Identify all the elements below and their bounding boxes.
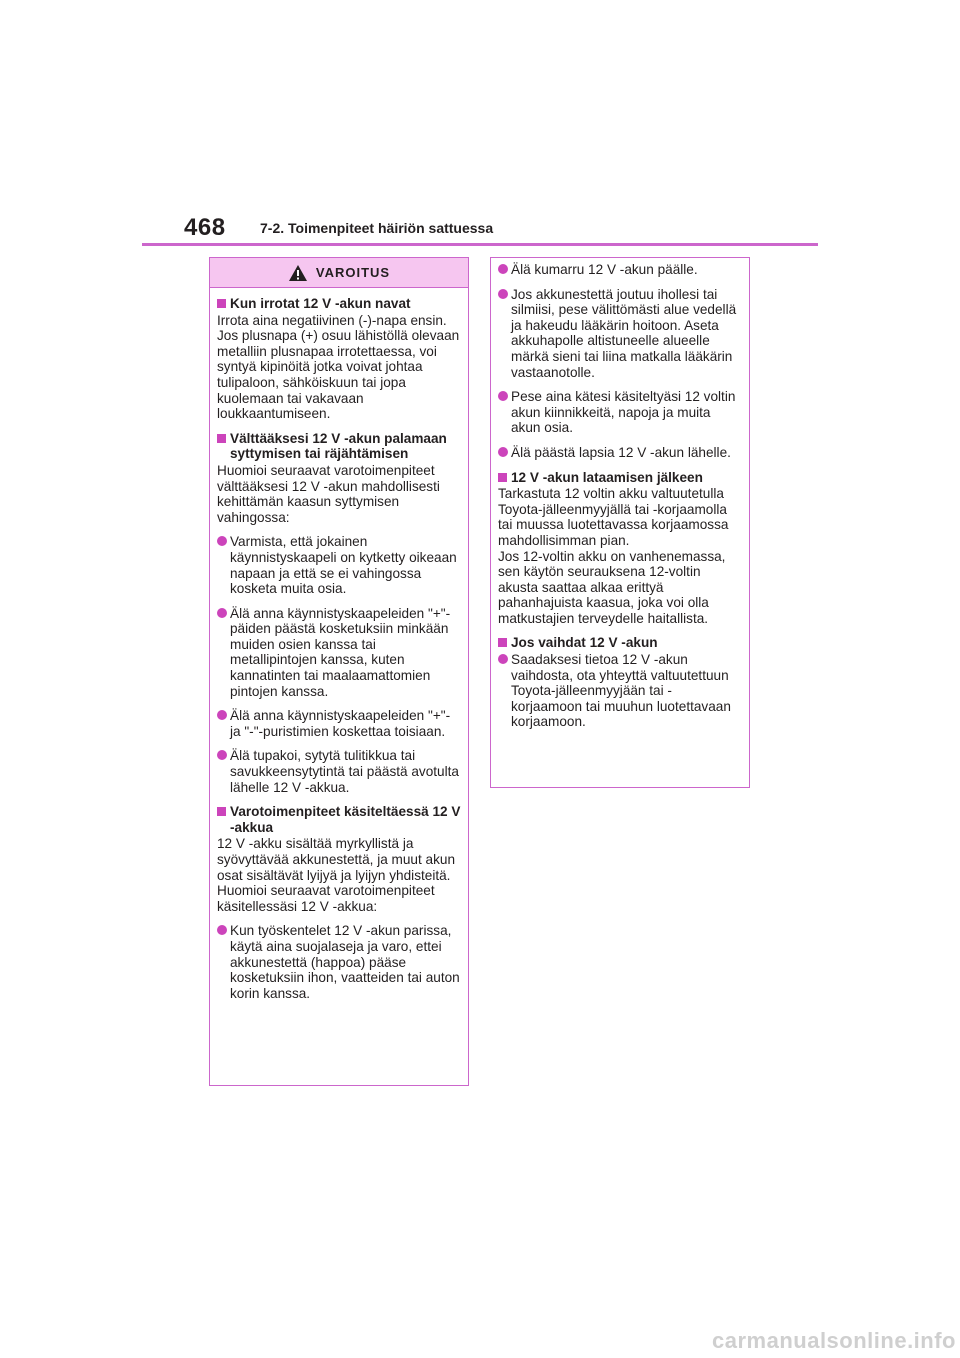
circle-bullet-icon	[217, 710, 227, 720]
page-number: 468	[184, 214, 226, 241]
heading-fire-prevention: Välttääksesi 12 V -akun palamaan syttymisen tai räjähtämisen	[217, 431, 461, 462]
header-rule	[142, 243, 818, 246]
warning-box-right	[490, 257, 750, 788]
paragraph: Huomioi seuraavat varotoimenpiteet välttääksesi 12 V -akun mahdollisesti kehittämän kaasun syttymisen vahingossa:	[217, 462, 440, 525]
paragraph: Tarkastuta 12 voltin akku valtuutetulla Toyota-jälleenmyyjällä tai -korjaamolla tai muussa luotettavassa korjaamossa mahdollisimman pian.	[498, 486, 729, 548]
list-item: Älä tupakoi, sytytä tulitikkua tai savukkeensytytintä tai päästä avotulta lähelle 12 V -akkua.	[217, 748, 461, 795]
section-title: 7-2. Toimenpiteet häiriön sattuessa	[260, 220, 494, 236]
circle-bullet-icon	[217, 536, 227, 546]
heading-replacing: Jos vaihdat 12 V -akun	[498, 635, 742, 651]
circle-bullet-icon	[217, 750, 227, 760]
warning-triangle-icon	[288, 264, 308, 282]
warning-header	[210, 258, 468, 288]
heading-after-charging: 12 V -akun lataamisen jälkeen	[498, 470, 742, 486]
warning-label: VAROITUS	[315, 264, 391, 280]
circle-bullet-icon	[217, 925, 227, 935]
list-item: Älä anna käynnistyskaapeleiden "+"- ja "-"-puristimien koskettaa toisiaan.	[217, 708, 461, 739]
paragraph: Irrota aina negatiivinen (-)-napa ensin. Jos plusnapa (+) osuu lähistöllä olevaan metalliin plusnapaa irrotettaessa, voi syntyä kipinöitä jotka voivat johtaa tulipaloon, sähköiskuun tai jopa kuolemaan tai vakavaan loukkaantumiseen.	[217, 312, 460, 422]
circle-bullet-icon	[498, 264, 508, 274]
list-item: Älä kumarru 12 V -akun päälle.	[498, 262, 742, 278]
list-item: Jos akkunestettä joutuu ihollesi tai silmiisi, pese välittömästi alue vedellä ja hakeudu lääkärin hoitoon. Aseta akkuhapolle altistuneelle alueelle märkä sieni tai liina matkalla lääkärin vastaanotolle.	[498, 287, 742, 381]
paragraph: Jos 12-voltin akku on vanhenemassa, sen käytön seurauksena 12-voltin akusta saattaa alkaa erittyä pahanhajuista kaasua, joka voi olla matkustajien terveydelle haitallista.	[498, 548, 726, 626]
list-item: Älä anna käynnistyskaapeleiden "+"-päiden päästä kosketuksiin minkään muiden osien kanssa tai metallipintojen kanssa, kuten kannatinten tai maalaamattomien pintojen kanssa.	[217, 606, 461, 700]
circle-bullet-icon	[498, 654, 508, 664]
circle-bullet-icon	[498, 391, 508, 401]
list-item: Saadaksesi tietoa 12 V -akun vaihdosta, ota yhteyttä valtuutettuun Toyota-jälleenmyyjään tai -korjaamoon tai muuhun luotettavaan korjaamoon.	[498, 652, 742, 730]
warning-box-left	[209, 257, 469, 1086]
heading-handling: Varotoimenpiteet käsiteltäessä 12 V -akkua	[217, 804, 461, 835]
list-item: Kun työskentelet 12 V -akun parissa, käytä aina suojalaseja ja varo, ettei akkunestettä (happoa) pääse kosketuksiin ihon, vaatteiden tai auton korin kanssa.	[217, 923, 461, 1001]
circle-bullet-icon	[217, 608, 227, 618]
list-item: Varmista, että jokainen käynnistyskaapeli on kytketty oikeaan napaan ja että se ei vahingossa kosketa muita osia.	[217, 534, 461, 596]
paragraph: 12 V -akku sisältää myrkyllistä ja syövyttävää akkunestettä, ja muut akun osat sisältävät lyijyä ja lyijyn yhdisteitä. Huomioi seuraavat varotoimenpiteet käsitellessäsi 12 V -akkua:	[217, 836, 456, 914]
watermark: carmanualsonline.info	[712, 1328, 956, 1353]
circle-bullet-icon	[498, 289, 508, 299]
circle-bullet-icon	[498, 447, 508, 457]
list-item: Pese aina kätesi käsiteltyäsi 12 voltin akun kiinnikkeitä, napoja ja muita akun osia.	[498, 389, 742, 436]
square-bullet-icon	[217, 434, 226, 443]
heading-disconnect: Kun irrotat 12 V -akun navat	[217, 296, 461, 312]
square-bullet-icon	[498, 638, 507, 647]
list-item: Älä päästä lapsia 12 V -akun lähelle.	[498, 445, 742, 461]
square-bullet-icon	[498, 473, 507, 482]
square-bullet-icon	[217, 807, 226, 816]
square-bullet-icon	[217, 299, 226, 308]
